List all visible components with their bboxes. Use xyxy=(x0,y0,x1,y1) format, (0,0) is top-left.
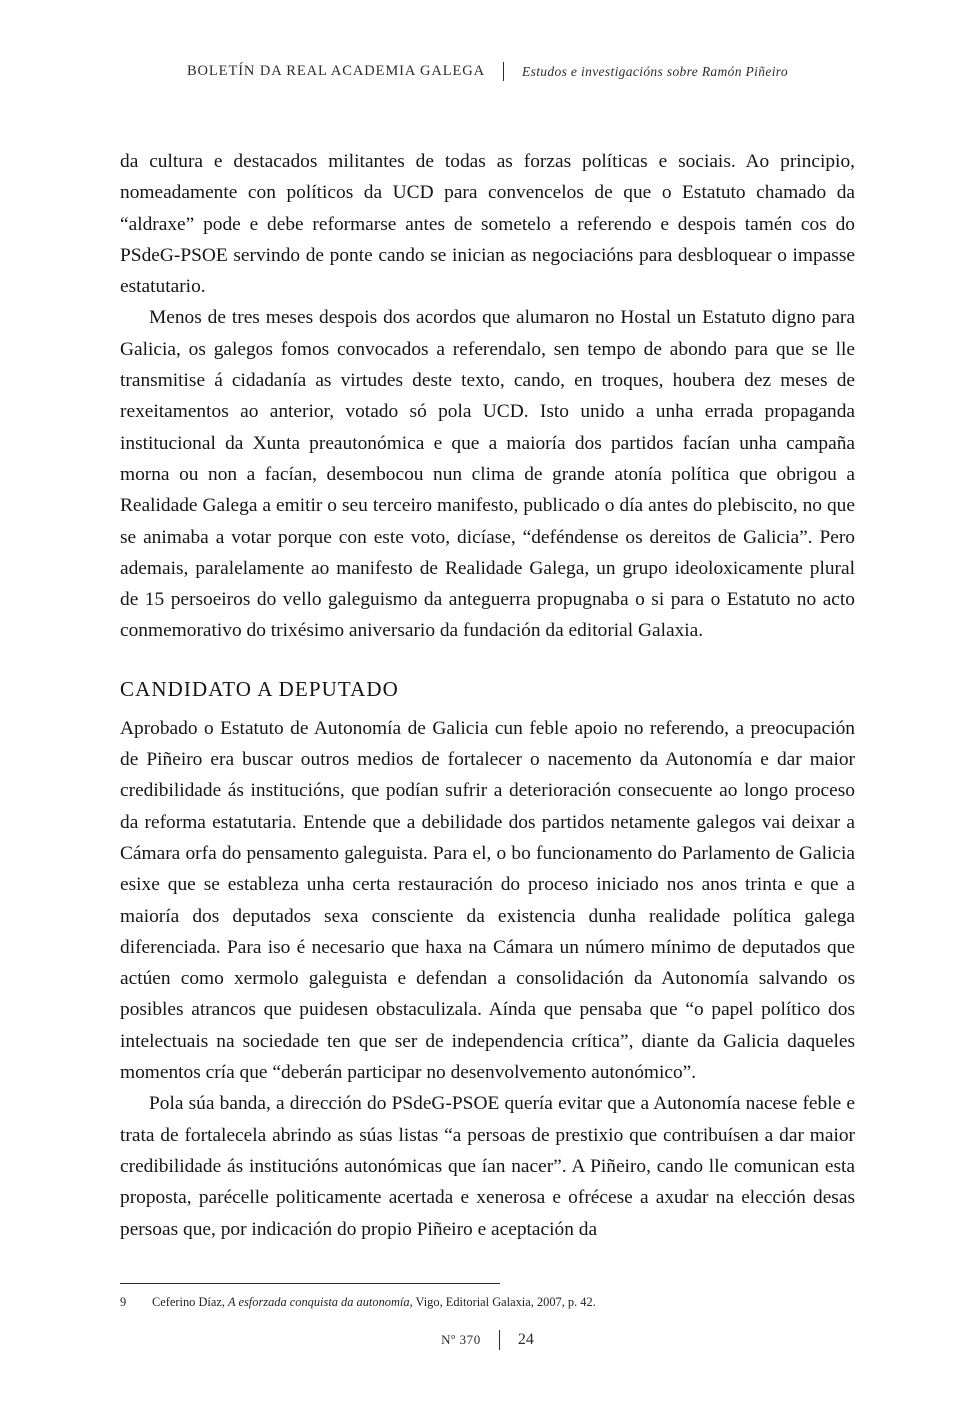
footnote-entry xyxy=(120,1294,855,1311)
page-footer xyxy=(0,1330,975,1350)
footnote-publication: , Vigo, Editorial Galaxia, 2007, p. 42. xyxy=(409,1295,596,1309)
running-head xyxy=(0,62,975,81)
footnote-area xyxy=(120,1283,855,1311)
paragraph-4: Pola súa banda, a dirección do PSdeG-PSOE quería evitar que a Autonomía nacese feble e trata de fortalecela abrindo as súas listas “a persoas de prestixio que contribuísen a dar maior credibilidade ás institucións autonómicas que ían nacer”. A Piñeiro, cando lle comunican esta proposta, parécelle politicamente acertada e xenerosa e ofrécese a axudar na elección desas persoas que, por indicación do propio Piñeiro e aceptación da xyxy=(120,1093,855,1240)
footnote-author: Ceferino Díaz, xyxy=(152,1295,225,1309)
footnote-title: A esforzada conquista da autonomía xyxy=(228,1295,410,1309)
section-heading: CANDIDATO A DEPUTADO xyxy=(120,676,399,701)
footnote-number: 9 xyxy=(120,1295,127,1309)
paragraph-2: Menos de tres meses despois dos acordos que alumaron no Hostal un Estatuto digno para Galicia, os galegos fomos convocados a referendalo, sen tempo de abondo para que se lle transmitise á cidadanía as virtudes deste texto, cando, en troques, houbera dez meses de rexeitamentos ao anterior, votado só pola UCD. Isto unido a unha errada propaganda institucional da Xunta preautonómica e que a maioría dos partidos facían unha campaña morna ou non a facían, desembocou nun clima de grande atonía política que obrigou a Realidade Galega a emitir o seu terceiro manifesto, publicado o día antes do plebiscito, no que se animaba a votar porque con este voto, dicíase, “deféndense os dereitos de Galicia”. Pero ademais, paralelamente ao manifesto de Realidade Galega, un grupo ideoloxicamente plural de 15 persoeiros do vello galeguismo da anteguerra propugnaba o si para o Estatuto no acto conmemorativo do trixésimo aniversario da fundación da editorial Galaxia. xyxy=(120,307,855,642)
paragraph-3: Aprobado o Estatuto de Autonomía de Galicia cun feble apoio no referendo, a preocupación de Piñeiro era buscar outros medios de fortalecer o nacemento da Autonomía e dar maior credibilidade ás institucións, que podían sufrir a deterioración consecuente ao longo proceso da reforma estatutaria. Entende que a debilidade dos partidos netamente galegos vai deixar a Cámara orfa do pensamento galeguista. Para el, o bo funcionamento do Parlamento de Galicia esixe que se estableza unha certa restauración do proceso iniciado nos anos trinta e que a maioría dos deputados sexa consciente da existencia dunha realidade política galega diferenciada. Para iso é necesario que haxa na Cámara un número mínimo de deputados que actúen como xermolo galeguista e defendan a consolidación da Autonomía salvando os posibles atrancos que puidesen obstaculizala. Aínda que pensaba que “o papel político dos intelectuais na sociedade ten que ser de independencia crítica”, diante da Galicia daqueles momentos cría que “deberán participar no desenvolvemento autonómico”. xyxy=(120,717,855,1084)
page-number: 24 xyxy=(517,1331,534,1348)
footnote-separator xyxy=(120,1283,500,1284)
body-text xyxy=(120,146,855,1245)
running-head-publication: BOLETÍN DA REAL ACADEMIA GALEGA xyxy=(186,63,485,79)
running-head-section: Estudos e investigacións sobre Ramón Piñeiro xyxy=(522,63,788,79)
paragraph-1: da cultura e destacados militantes de todas as forzas políticas e sociais. Ao principio, nomeadamente con políticos da UCD para convencelos de que o Estatuto chamado da “aldraxe” pode e debe reformarse antes de sometelo a referendo e despois tamén cos do PSdeG-PSOE servindo de ponte cando se inician as negociacións para desbloquear o impasse estatutario. xyxy=(120,151,855,298)
issue-number: Nº 370 xyxy=(441,1332,481,1347)
